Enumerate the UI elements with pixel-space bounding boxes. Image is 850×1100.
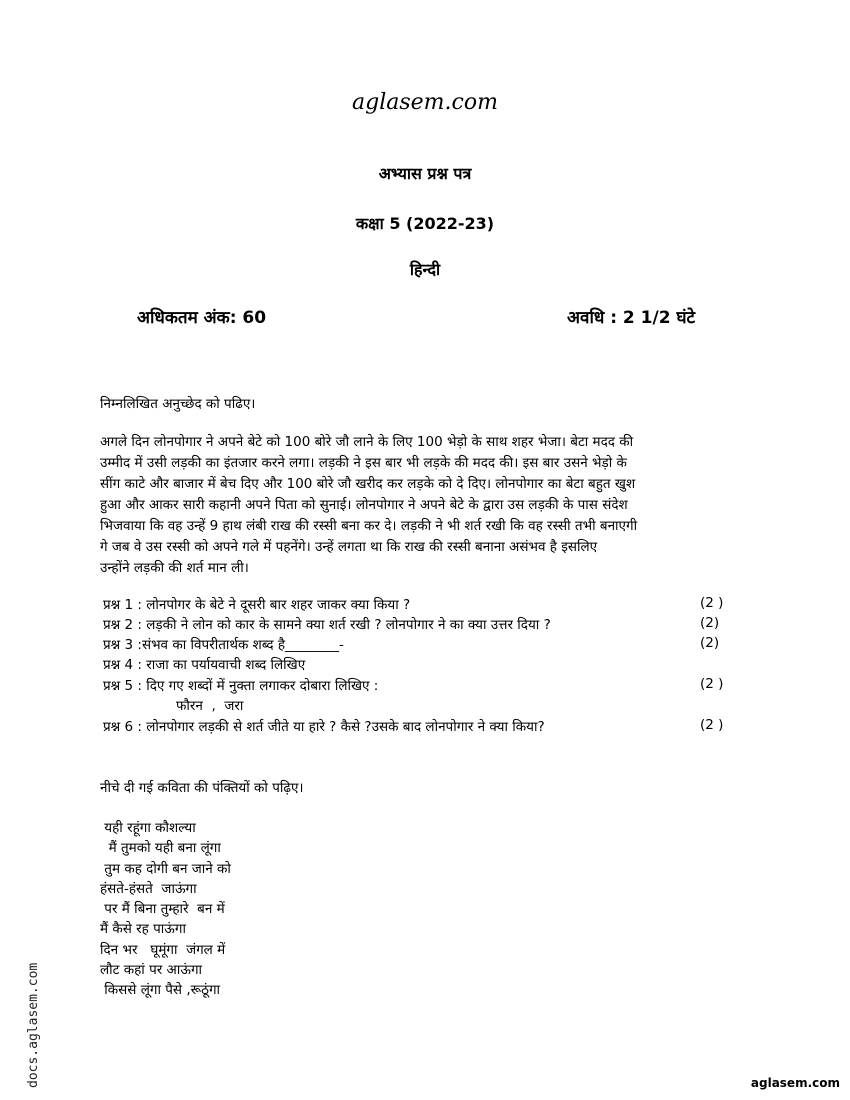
poem-line: पर मैं बिना तुम्हारे बन में: [100, 901, 225, 918]
passage-line: अगले दिन लोनपोगार ने अपने बेटे को 100 बोरे जौ लाने के लिए 100 भेड़ो के साथ शहर भेजा। बेटा मदद की: [100, 434, 634, 450]
passage-line: सींग काटे और बाजार में बेच दिए और 100 बोरे जौ खरीद कर लड़के को दे दिए। लोनपोगार का बेटा बहुत खुश: [100, 476, 636, 492]
paper-title: अभ्यास प्रश्न पत्र: [378, 164, 472, 183]
question-row: [103, 676, 728, 696]
question-text: प्रश्न 4 : राजा का पर्यायवाची शब्द लिखिए: [103, 657, 306, 673]
question-marks: (2 ): [700, 595, 724, 611]
question-text: प्रश्न 2 : लड़की ने लोन को कार के सामने क्या शर्त रखी ? लोनपोगार ने का क्या उत्तर दिया ?: [103, 617, 551, 633]
poem-line: यही रहूंगा कौशल्या: [100, 820, 196, 836]
section2-instruction: नीचे दी गई कविता की पंक्तियों को पढ़िए।: [100, 780, 304, 796]
question-row: [103, 615, 728, 635]
max-marks: अधिकतम अंक: 60: [137, 308, 267, 328]
question-row: [103, 717, 728, 737]
question-text: प्रश्न 6 : लोनपोगार लड़की से शर्त जीते या हारे ? कैसे ?उसके बाद लोनपोगार ने क्या किया?: [103, 719, 545, 735]
footer-brand: aglasem.com: [750, 1076, 840, 1090]
passage-line: उम्मीद में उसी लड़की का इंतजार करने लगा। लड़की ने इस बार भी लड़के की मदद की। इस बार उसने भेड़ो के: [100, 455, 627, 471]
question-row: [103, 635, 728, 655]
question-row: [103, 595, 728, 615]
duration: अवधि : 2 1/2 घंटे: [567, 308, 696, 328]
question-text: प्रश्न 3 :संभव का विपरीतार्थक शब्द है________-: [103, 637, 344, 653]
poem-line: मैं कैसे रह पाऊंगा: [100, 921, 186, 938]
question-marks: (2): [700, 635, 720, 651]
brand-logo: aglasem.com: [352, 90, 498, 115]
question-marks: (2): [700, 615, 720, 631]
side-watermark: docs.aglasem.com: [26, 962, 41, 1088]
passage-line: भिजवाया कि वह उन्हें 9 हाथ लंबी राख की रस्सी बना कर दे। लड़की ने भी शर्त रखी कि वह रस्सी तभी बनाएगी: [100, 518, 638, 534]
subject-heading: हिन्दी: [409, 260, 441, 279]
passage: [100, 432, 760, 579]
poem-line: मैं तुमको यही बना लूंगा: [100, 840, 221, 857]
poem-line: दिन भर घूमूंगा जंगल में: [100, 941, 226, 958]
question-marks: (2 ): [700, 676, 724, 692]
poem-line: लौट कहां पर आऊंगा: [100, 962, 203, 979]
question-marks: (2 ): [700, 717, 724, 733]
passage-line: उन्होंने लड़की की शर्त मान ली।: [100, 560, 249, 576]
passage-line: गे जब वे उस रस्सी को अपने गले में पहनेंगे। उन्हें लगता था कि राख की रस्सी बनाना असंभव है इसलिए: [100, 539, 598, 555]
question-text: फौरन , जरा: [103, 698, 244, 714]
question-text: प्रश्न 5 : दिए गए शब्दों में नुक्ता लगाकर दोबारा लिखिए :: [103, 678, 379, 694]
question-row: [103, 655, 728, 675]
poem-line: हंसते-हंसते जाऊंगा: [100, 880, 197, 897]
question-text: प्रश्न 1 : लोनपोगर के बेटे ने दूसरी बार शहर जाकर क्या किया ?: [103, 597, 411, 613]
poem-line: किससे लूंगा पैसे ,रूठूंगा: [100, 982, 221, 999]
poem: [100, 818, 231, 1001]
poem-line: तुम कह दोगी बन जाने को: [100, 860, 231, 877]
class-line: कक्षा 5 (2022-23): [355, 214, 495, 233]
question-row: [103, 696, 728, 716]
section1-instruction: निम्नलिखित अनुच्छेद को पढिए।: [100, 396, 256, 412]
passage-line: हुआ और आकर सारी कहानी अपने पिता को सुनाई। लोनपोगार ने अपने बेटे के द्वारा उस लड़की के पास संदेश: [100, 497, 628, 513]
